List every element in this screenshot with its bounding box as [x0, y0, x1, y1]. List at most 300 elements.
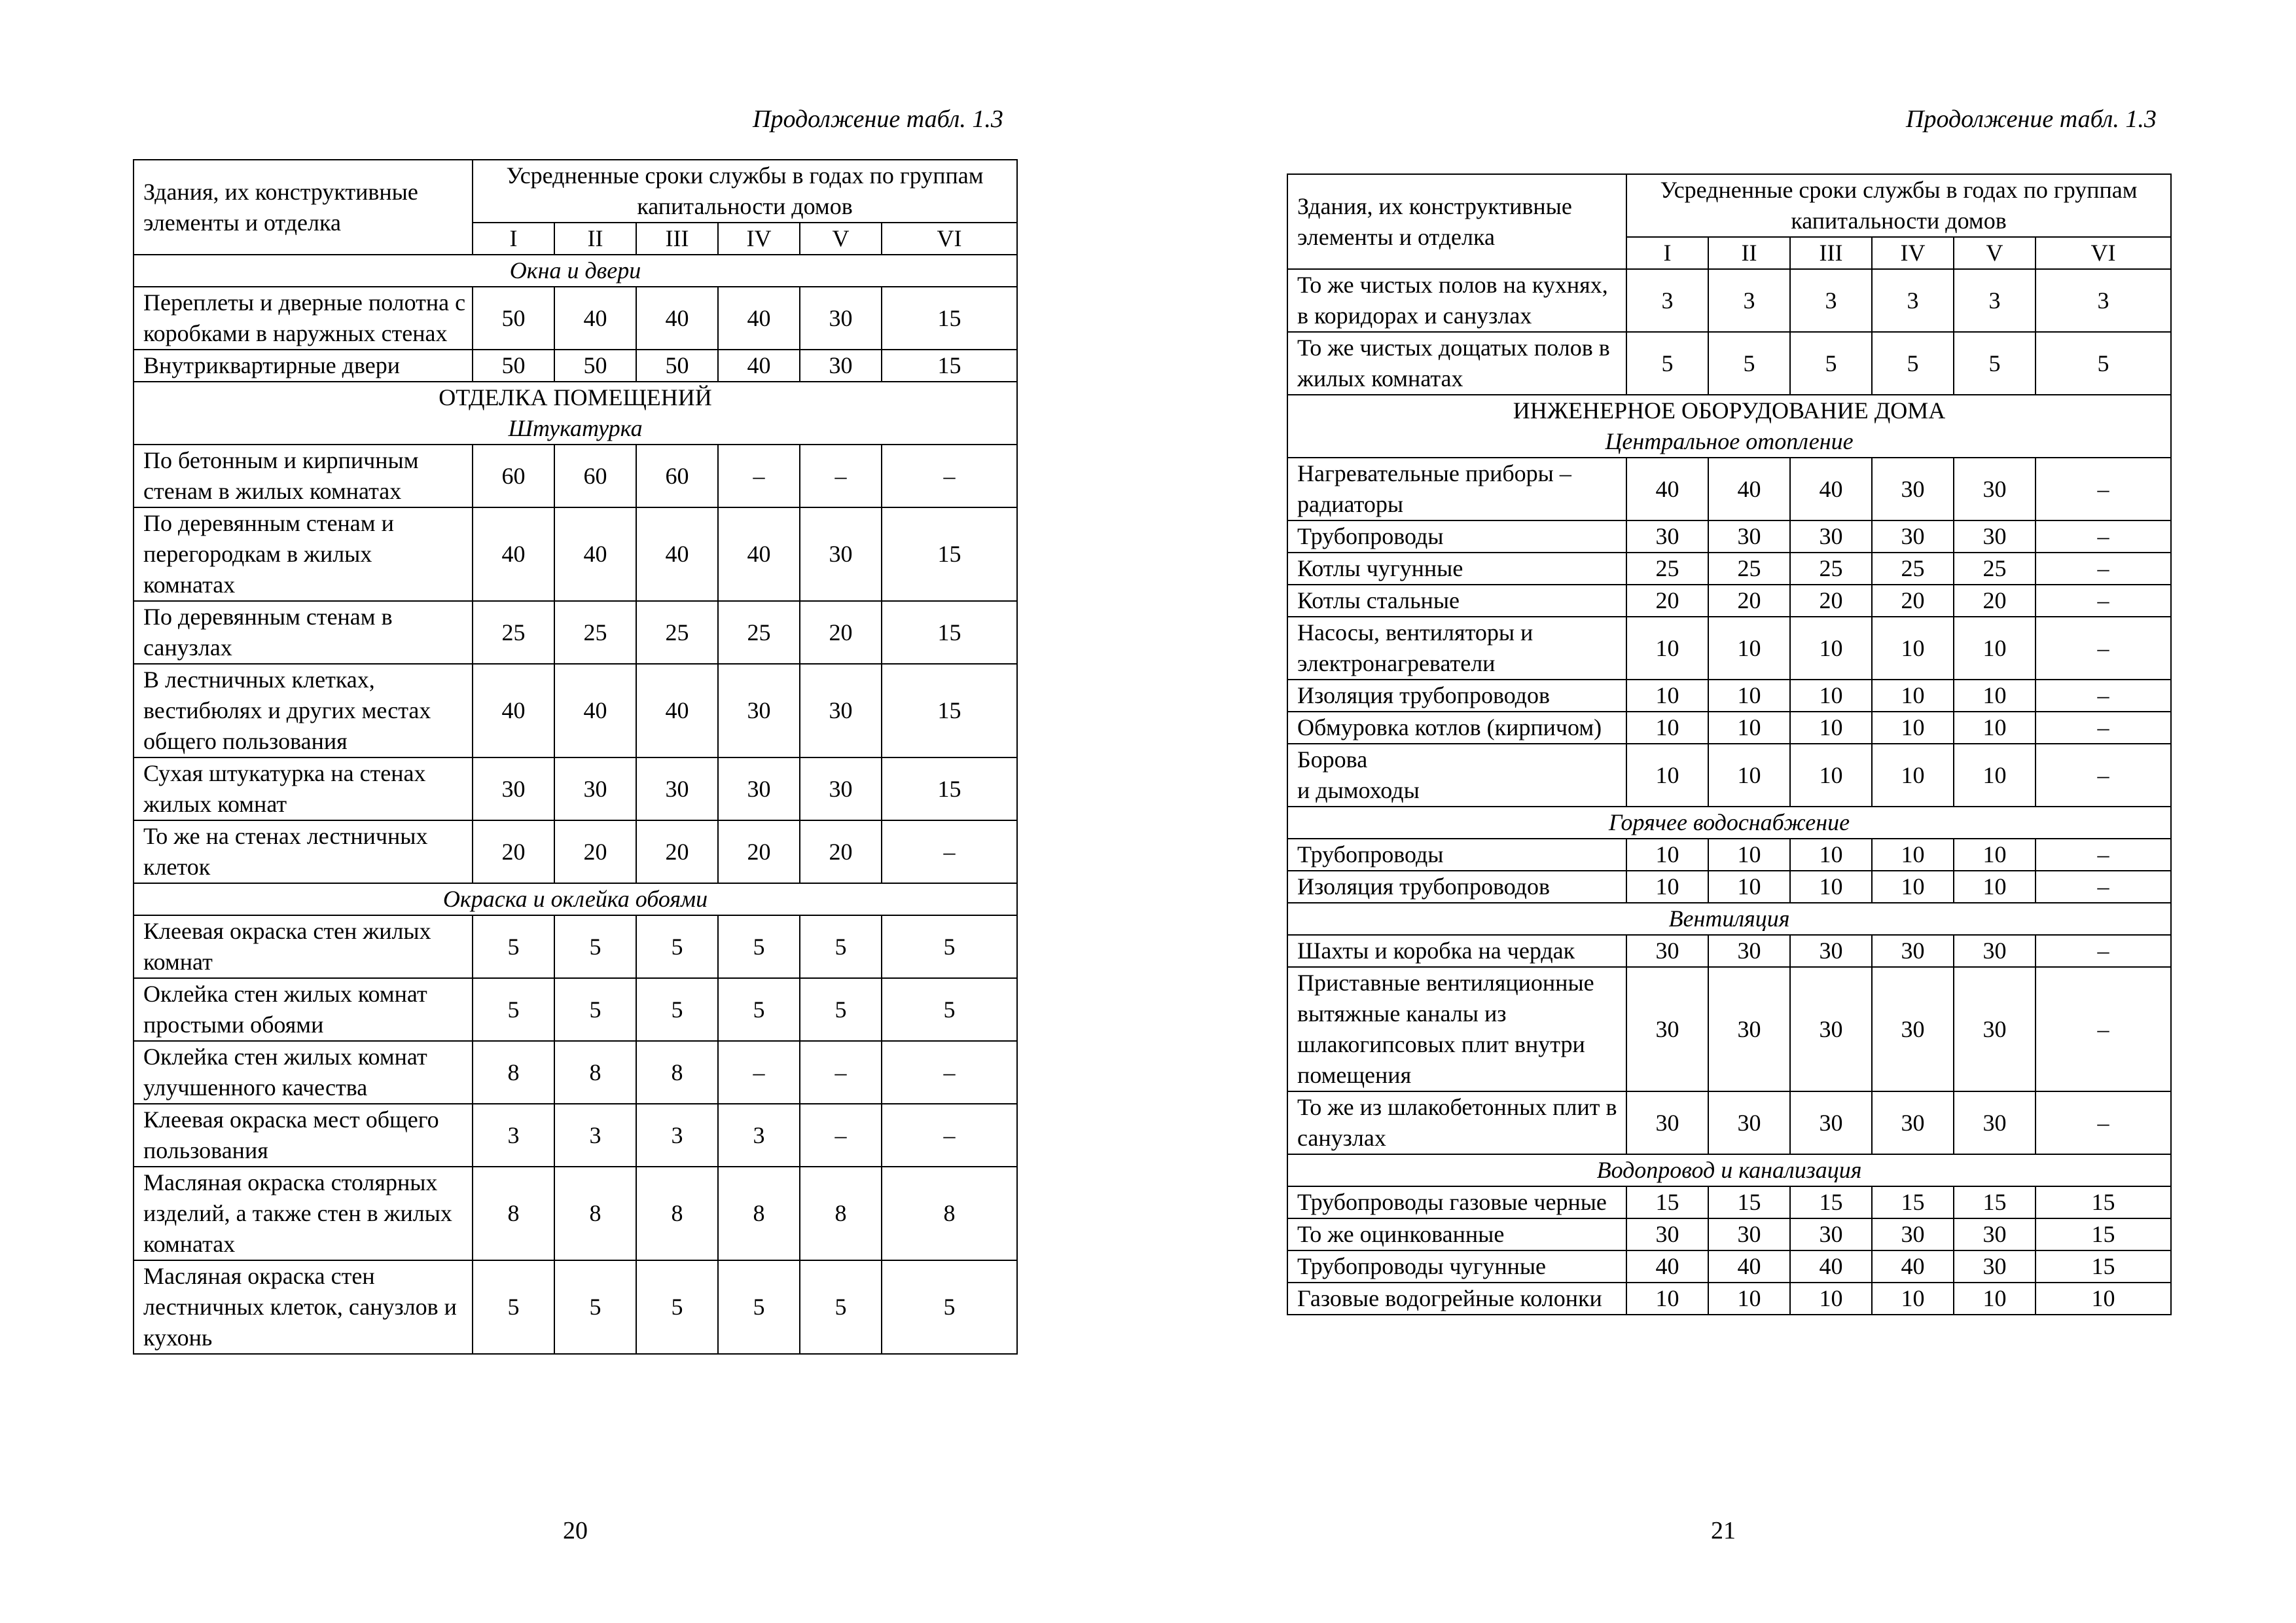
element-name: По деревянным стенам в санузлах — [134, 601, 473, 664]
value-cell: 40 — [554, 507, 636, 601]
value-cell: – — [800, 445, 882, 507]
group-I-header: I — [1626, 237, 1708, 269]
value-cell: 10 — [1872, 617, 1954, 680]
value-cell: – — [2036, 871, 2171, 903]
header-row — [1287, 174, 2171, 237]
value-cell: 10 — [1708, 617, 1790, 680]
group-II-header: II — [1708, 237, 1790, 269]
value-cell: 30 — [1954, 520, 2036, 553]
value-cell: 50 — [554, 350, 636, 382]
value-cell: 5 — [473, 1260, 554, 1354]
table-row — [134, 350, 1017, 382]
element-name: То же чистых полов на кухнях, в коридорах и санузлах — [1287, 269, 1626, 332]
element-name: Трубопроводы газовые черные — [1287, 1186, 1626, 1218]
table-row — [1287, 617, 2171, 680]
value-cell: 10 — [1790, 617, 1872, 680]
header-terms-cell: Усредненные сроки службы в годах по группам капитальности домов — [1626, 174, 2171, 237]
value-cell: 10 — [1954, 617, 2036, 680]
element-name: То же чистых дощатых полов в жилых комнатах — [1287, 332, 1626, 395]
value-cell: 30 — [1790, 935, 1872, 967]
value-cell: 40 — [636, 507, 718, 601]
value-cell: 50 — [636, 350, 718, 382]
value-cell: 5 — [718, 1260, 800, 1354]
table-row — [134, 978, 1017, 1041]
element-name: Трубопроводы — [1287, 839, 1626, 871]
value-cell: 40 — [718, 287, 800, 350]
value-cell: 25 — [1626, 553, 1708, 585]
value-cell: 15 — [882, 601, 1017, 664]
value-cell: 15 — [2036, 1186, 2171, 1218]
value-cell: 10 — [1872, 839, 1954, 871]
value-cell: – — [882, 445, 1017, 507]
element-name: По бетонным и кирпичным стенам в жилых комнатах — [134, 445, 473, 507]
element-name: Котлы чугунные — [1287, 553, 1626, 585]
element-name: Внутриквартирные двери — [134, 350, 473, 382]
value-cell: 25 — [1708, 553, 1790, 585]
value-cell: 10 — [1626, 617, 1708, 680]
value-cell: 20 — [718, 820, 800, 883]
value-cell: 10 — [1954, 839, 2036, 871]
value-cell: 30 — [1954, 458, 2036, 520]
value-cell: 40 — [1708, 1250, 1790, 1283]
element-name: Приставные вентиляционные вытяжные каналы из шлакогипсовых плит внутри помещения — [1287, 967, 1626, 1091]
value-cell: 30 — [800, 664, 882, 757]
value-cell: 30 — [718, 757, 800, 820]
value-cell: 10 — [1872, 871, 1954, 903]
value-cell: 20 — [1708, 585, 1790, 617]
element-name: Трубопроводы чугунные — [1287, 1250, 1626, 1283]
value-cell: 25 — [1872, 553, 1954, 585]
value-cell: 3 — [554, 1104, 636, 1167]
value-cell: 10 — [1790, 680, 1872, 712]
value-cell: 30 — [800, 350, 882, 382]
element-name: Насосы, вентиляторы и электронагреватели — [1287, 617, 1626, 680]
value-cell: 10 — [1626, 871, 1708, 903]
table-row — [1287, 712, 2171, 744]
element-name: Сухая штукатурка на стенах жилых комнат — [134, 757, 473, 820]
section-row — [1287, 1154, 2171, 1186]
value-cell: 15 — [2036, 1250, 2171, 1283]
section-row — [134, 382, 1017, 445]
value-cell: 40 — [1790, 458, 1872, 520]
value-cell: 8 — [800, 1167, 882, 1260]
value-cell: 10 — [1708, 680, 1790, 712]
value-cell: 30 — [1954, 1091, 2036, 1154]
value-cell: – — [2036, 680, 2171, 712]
group-V-header: V — [800, 223, 882, 255]
value-cell: – — [2036, 935, 2171, 967]
table-row — [1287, 967, 2171, 1091]
value-cell: 5 — [554, 915, 636, 978]
group-IV-header: IV — [718, 223, 800, 255]
value-cell: 5 — [554, 1260, 636, 1354]
section-heading — [134, 883, 1017, 915]
value-cell: 5 — [636, 978, 718, 1041]
value-cell: 30 — [1626, 1091, 1708, 1154]
value-cell: 20 — [554, 820, 636, 883]
value-cell: 5 — [2036, 332, 2171, 395]
value-cell: 30 — [718, 664, 800, 757]
section-row — [1287, 395, 2171, 458]
table-row — [1287, 332, 2171, 395]
value-cell: 10 — [1708, 871, 1790, 903]
element-name: То же на стенах лестничных клеток — [134, 820, 473, 883]
group-IV-header: IV — [1872, 237, 1954, 269]
value-cell: 10 — [1954, 680, 2036, 712]
value-cell: 8 — [554, 1167, 636, 1260]
value-cell: – — [2036, 617, 2171, 680]
value-cell: 10 — [1954, 712, 2036, 744]
value-cell: 30 — [800, 757, 882, 820]
value-cell: 30 — [1790, 1218, 1872, 1250]
value-cell: – — [2036, 839, 2171, 871]
table-row — [134, 601, 1017, 664]
value-cell: 5 — [718, 915, 800, 978]
value-cell: 30 — [1708, 1091, 1790, 1154]
value-cell: 5 — [800, 978, 882, 1041]
value-cell: 10 — [1626, 712, 1708, 744]
header-name-cell: Здания, их конструктивные элементы и отделка — [1287, 174, 1626, 269]
element-name: Клеевая окраска стен жилых комнат — [134, 915, 473, 978]
value-cell: 30 — [1626, 967, 1708, 1091]
value-cell: 30 — [1954, 1250, 2036, 1283]
value-cell: 40 — [473, 507, 554, 601]
table-caption: Продолжение табл. 1.3 — [1906, 105, 2157, 133]
element-name: Клеевая окраска мест общего пользования — [134, 1104, 473, 1167]
value-cell: 10 — [1872, 680, 1954, 712]
value-cell: 30 — [1954, 935, 2036, 967]
value-cell: 8 — [473, 1041, 554, 1104]
value-cell: 30 — [1708, 967, 1790, 1091]
value-cell: – — [718, 1041, 800, 1104]
value-cell: 25 — [1790, 553, 1872, 585]
value-cell: 10 — [1708, 839, 1790, 871]
value-cell: 30 — [1872, 967, 1954, 1091]
value-cell: 40 — [636, 664, 718, 757]
section-row — [134, 883, 1017, 915]
value-cell: 30 — [1872, 520, 1954, 553]
value-cell: 30 — [1872, 1218, 1954, 1250]
group-VI-header: VI — [2036, 237, 2171, 269]
group-V-header: V — [1954, 237, 2036, 269]
value-cell: 10 — [1708, 744, 1790, 807]
value-cell: 30 — [1790, 520, 1872, 553]
value-cell: 8 — [636, 1167, 718, 1260]
table-row — [1287, 1283, 2171, 1315]
value-cell: 50 — [473, 350, 554, 382]
section-row — [1287, 807, 2171, 839]
value-cell: 50 — [473, 287, 554, 350]
value-cell: 40 — [1872, 1250, 1954, 1283]
value-cell: 15 — [1790, 1186, 1872, 1218]
value-cell: – — [2036, 553, 2171, 585]
value-cell: 30 — [1790, 967, 1872, 1091]
value-cell: 10 — [1790, 712, 1872, 744]
value-cell: 5 — [1626, 332, 1708, 395]
section-heading — [1287, 903, 2171, 935]
element-name: Борова и дымоходы — [1287, 744, 1626, 807]
table-row — [1287, 553, 2171, 585]
value-cell: – — [2036, 585, 2171, 617]
service-life-table — [133, 159, 1018, 1355]
value-cell: 20 — [800, 601, 882, 664]
value-cell: 5 — [1954, 332, 2036, 395]
value-cell: 30 — [1872, 1091, 1954, 1154]
value-cell: 40 — [554, 287, 636, 350]
value-cell: 60 — [473, 445, 554, 507]
table-row — [1287, 520, 2171, 553]
value-cell: 15 — [882, 664, 1017, 757]
value-cell: 20 — [1790, 585, 1872, 617]
table-row — [1287, 585, 2171, 617]
value-cell: 3 — [718, 1104, 800, 1167]
value-cell: 40 — [1626, 458, 1708, 520]
section-heading — [134, 382, 1017, 445]
value-cell: 15 — [1954, 1186, 2036, 1218]
value-cell: 10 — [1790, 744, 1872, 807]
value-cell: 5 — [636, 915, 718, 978]
value-cell: 3 — [1954, 269, 2036, 332]
value-cell: 3 — [1872, 269, 1954, 332]
element-name: Оклейка стен жилых комнат простыми обоями — [134, 978, 473, 1041]
value-cell: 30 — [1872, 458, 1954, 520]
value-cell: 3 — [2036, 269, 2171, 332]
value-cell: 10 — [1626, 1283, 1708, 1315]
value-cell: 10 — [1872, 744, 1954, 807]
page-right — [1148, 0, 2296, 1623]
value-cell: 5 — [1708, 332, 1790, 395]
value-cell: 5 — [1872, 332, 1954, 395]
value-cell: 5 — [882, 1260, 1017, 1354]
value-cell: 15 — [1626, 1186, 1708, 1218]
value-cell: 5 — [800, 1260, 882, 1354]
table-row — [1287, 680, 2171, 712]
value-cell: 40 — [1626, 1250, 1708, 1283]
value-cell: 15 — [1708, 1186, 1790, 1218]
table-row — [134, 1167, 1017, 1260]
value-cell: – — [882, 1104, 1017, 1167]
table-row — [1287, 458, 2171, 520]
section-title: Вентиляция — [1668, 905, 1790, 932]
section-title: ОТДЕЛКА ПОМЕЩЕНИЙ — [439, 384, 712, 410]
value-cell: 3 — [1626, 269, 1708, 332]
value-cell: 25 — [1954, 553, 2036, 585]
value-cell: 30 — [1626, 520, 1708, 553]
table-row — [1287, 935, 2171, 967]
value-cell: 15 — [882, 350, 1017, 382]
table-row — [1287, 839, 2171, 871]
value-cell: 10 — [1790, 1283, 1872, 1315]
table-row — [134, 820, 1017, 883]
value-cell: 8 — [718, 1167, 800, 1260]
value-cell: 5 — [882, 915, 1017, 978]
element-name: Обмуровка котлов (кирпичом) — [1287, 712, 1626, 744]
value-cell: 40 — [718, 350, 800, 382]
value-cell: 10 — [2036, 1283, 2171, 1315]
section-title: Окна и двери — [509, 257, 641, 283]
table-row — [1287, 871, 2171, 903]
value-cell: 20 — [473, 820, 554, 883]
section-row — [1287, 903, 2171, 935]
table-row — [134, 1041, 1017, 1104]
value-cell: 10 — [1626, 744, 1708, 807]
value-cell: 3 — [636, 1104, 718, 1167]
value-cell: 30 — [1626, 935, 1708, 967]
value-cell: 5 — [882, 978, 1017, 1041]
value-cell: 30 — [800, 287, 882, 350]
element-name: Оклейка стен жилых комнат улучшенного качества — [134, 1041, 473, 1104]
header-terms-cell: Усредненные сроки службы в годах по группам капитальности домов — [473, 160, 1017, 223]
table-row — [1287, 744, 2171, 807]
group-VI-header: VI — [882, 223, 1017, 255]
value-cell: 15 — [2036, 1218, 2171, 1250]
value-cell: 10 — [1954, 871, 2036, 903]
value-cell: 8 — [636, 1041, 718, 1104]
subsection-title: Штукатурка — [508, 415, 643, 441]
value-cell: – — [882, 820, 1017, 883]
value-cell: 8 — [882, 1167, 1017, 1260]
value-cell: 40 — [636, 287, 718, 350]
value-cell: 15 — [882, 757, 1017, 820]
value-cell: 40 — [473, 664, 554, 757]
table-row — [1287, 1091, 2171, 1154]
table-row — [134, 664, 1017, 757]
value-cell: 30 — [1626, 1218, 1708, 1250]
value-cell: 30 — [1954, 1218, 2036, 1250]
element-name: То же оцинкованные — [1287, 1218, 1626, 1250]
service-life-table — [1287, 173, 2172, 1315]
value-cell: 5 — [554, 978, 636, 1041]
value-cell: 60 — [554, 445, 636, 507]
value-cell: 10 — [1954, 1283, 2036, 1315]
element-name: Котлы стальные — [1287, 585, 1626, 617]
value-cell: 8 — [554, 1041, 636, 1104]
value-cell: – — [800, 1041, 882, 1104]
value-cell: 40 — [554, 664, 636, 757]
value-cell: 30 — [1708, 935, 1790, 967]
value-cell: 5 — [1790, 332, 1872, 395]
element-name: Изоляция трубопроводов — [1287, 680, 1626, 712]
value-cell: 15 — [882, 507, 1017, 601]
table-row — [1287, 1186, 2171, 1218]
value-cell: 10 — [1626, 680, 1708, 712]
value-cell: 10 — [1790, 839, 1872, 871]
element-name: Трубопроводы — [1287, 520, 1626, 553]
value-cell: 30 — [1708, 520, 1790, 553]
element-name: Нагревательные приборы – радиаторы — [1287, 458, 1626, 520]
section-heading — [1287, 395, 2171, 458]
element-name: Масляная окраска стен лестничных клеток, санузлов и кухонь — [134, 1260, 473, 1354]
section-heading — [134, 255, 1017, 287]
value-cell: 60 — [636, 445, 718, 507]
header-row — [134, 160, 1017, 223]
value-cell: 40 — [1790, 1250, 1872, 1283]
table-row — [134, 445, 1017, 507]
value-cell: – — [718, 445, 800, 507]
value-cell: – — [2036, 520, 2171, 553]
value-cell: 30 — [1708, 1218, 1790, 1250]
section-heading — [1287, 1154, 2171, 1186]
element-name: Масляная окраска столярных изделий, а также стен в жилых комнатах — [134, 1167, 473, 1260]
value-cell: 8 — [473, 1167, 554, 1260]
value-cell: – — [800, 1104, 882, 1167]
element-name: То же из шлакобетонных плит в санузлах — [1287, 1091, 1626, 1154]
group-I-header: I — [473, 223, 554, 255]
value-cell: 10 — [1708, 1283, 1790, 1315]
value-cell: 15 — [882, 287, 1017, 350]
group-II-header: II — [554, 223, 636, 255]
section-title: Окраска и оклейка обоями — [442, 886, 708, 912]
element-name: Изоляция трубопроводов — [1287, 871, 1626, 903]
table-row — [134, 1260, 1017, 1354]
value-cell: 20 — [1626, 585, 1708, 617]
value-cell: 30 — [473, 757, 554, 820]
value-cell: 30 — [1790, 1091, 1872, 1154]
value-cell: 5 — [800, 915, 882, 978]
section-title: ИНЖЕНЕРНОЕ ОБОРУДОВАНИЕ ДОМА — [1513, 397, 1946, 424]
value-cell: 10 — [1708, 712, 1790, 744]
element-name: Шахты и коробка на чердак — [1287, 935, 1626, 967]
value-cell: 25 — [554, 601, 636, 664]
value-cell: 25 — [636, 601, 718, 664]
value-cell: 3 — [1708, 269, 1790, 332]
table-row — [1287, 269, 2171, 332]
value-cell: 10 — [1790, 871, 1872, 903]
value-cell: 30 — [1954, 967, 2036, 1091]
value-cell: 20 — [636, 820, 718, 883]
value-cell: 5 — [473, 915, 554, 978]
value-cell: 3 — [1790, 269, 1872, 332]
value-cell: 10 — [1954, 744, 2036, 807]
value-cell: 10 — [1626, 839, 1708, 871]
element-name: В лестничных клетках, вестибюлях и других местах общего пользования — [134, 664, 473, 757]
section-title: Горячее водоснабжение — [1608, 809, 1850, 835]
page-number: 20 — [563, 1517, 588, 1544]
table-row — [1287, 1218, 2171, 1250]
section-title: Водопровод и канализация — [1596, 1157, 1862, 1183]
value-cell: 5 — [636, 1260, 718, 1354]
value-cell: 15 — [1872, 1186, 1954, 1218]
value-cell: 5 — [718, 978, 800, 1041]
subsection-title: Центральное отопление — [1605, 428, 1854, 454]
value-cell: 25 — [473, 601, 554, 664]
value-cell: 30 — [1872, 935, 1954, 967]
table-row — [134, 1104, 1017, 1167]
element-name: Газовые водогрейные колонки — [1287, 1283, 1626, 1315]
table-row — [134, 507, 1017, 601]
table-row — [134, 757, 1017, 820]
section-row — [134, 255, 1017, 287]
value-cell: 30 — [636, 757, 718, 820]
value-cell: 20 — [1872, 585, 1954, 617]
value-cell: 20 — [1954, 585, 2036, 617]
header-name-cell: Здания, их конструктивные элементы и отделка — [134, 160, 473, 255]
table-row — [134, 287, 1017, 350]
value-cell: – — [2036, 1091, 2171, 1154]
value-cell: 30 — [554, 757, 636, 820]
group-III-header: III — [636, 223, 718, 255]
value-cell: 25 — [718, 601, 800, 664]
value-cell: – — [882, 1041, 1017, 1104]
value-cell: – — [2036, 967, 2171, 1091]
value-cell: 5 — [473, 978, 554, 1041]
value-cell: – — [2036, 744, 2171, 807]
value-cell: 10 — [1872, 1283, 1954, 1315]
group-III-header: III — [1790, 237, 1872, 269]
page-number: 21 — [1711, 1517, 1736, 1544]
section-heading — [1287, 807, 2171, 839]
table-row — [1287, 1250, 2171, 1283]
